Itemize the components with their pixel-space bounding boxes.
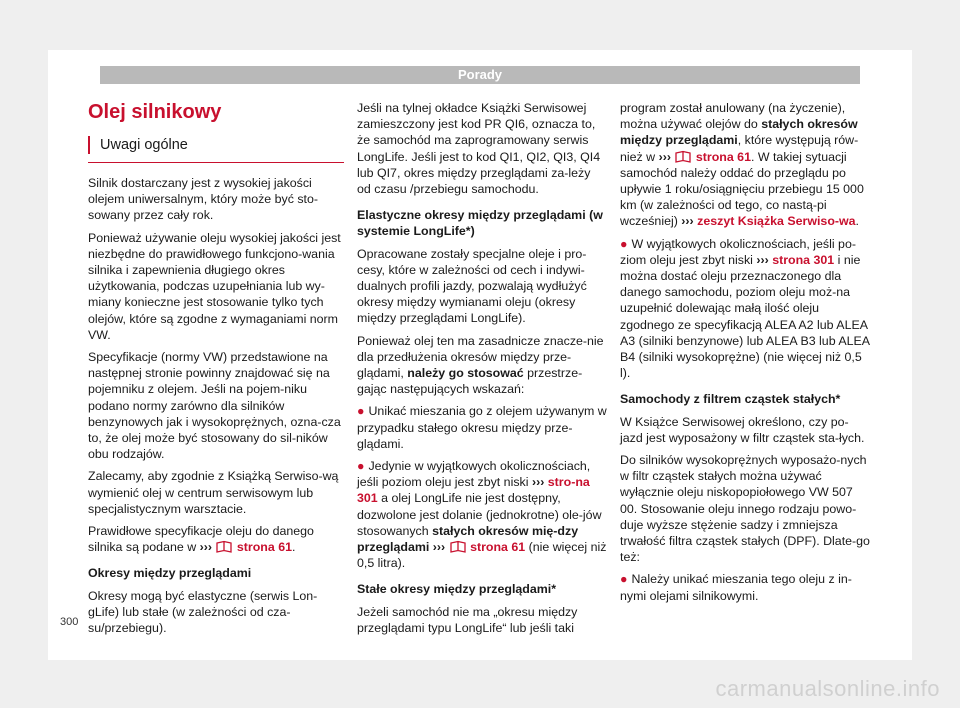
section-heading: Stałe okresy między przeglądami* [357, 582, 557, 597]
page-link[interactable]: strona 301 [772, 252, 835, 267]
subtitle-rule [88, 162, 344, 163]
book-icon [449, 540, 467, 554]
bullet-icon: ● [357, 404, 365, 419]
page-number: 300 [60, 616, 79, 628]
chapter-header [100, 66, 860, 84]
book-icon [215, 540, 233, 554]
paragraph: Ponieważ olej ten ma zasadnicze znacze-nie dla przedłużenia okresów między prze-glądami, należy go stosować przestrze-gając następujących wskazań: [357, 333, 604, 397]
bullet-icon: ● [620, 572, 628, 587]
bullet-item: ● Jedynie w wyjątkowych okolicznościach, jeśli poziom oleju jest zbyt niski ››› stro-na 301 a olej LongLife nie jest dostępny, dozwolone jest dolanie (jednokrotne) ole-jów stosowanych stałych okresów mię-dzy przeglądami ››› strona 61 (nie więcej niż 0,5 litra). [357, 459, 607, 571]
section-heading: Samochody z filtrem cząstek stałych* [620, 392, 841, 407]
paragraph: Okresy mogą być elastyczne (serwis Lon-gLife) lub stałe (w zależności od cza-su/przebiegu). [88, 588, 318, 636]
paragraph: Jeśli na tylnej okładce Książki Serwisowej zamieszczony jest kod PR QI6, oznacza to, że samochód ma zaprogramowany serwis LongLife. Jeśli jest to kod QI1, QI2, QI3, QI4 lub QI7, okres między przeglądami za-leży od czasu /przebiegu samochodu. [357, 101, 601, 197]
paragraph: Opracowane zostały specjalne oleje i pro-cesy, które w zależności od cech i indywi-dualnych profili jazdy, pozwalają wydłużyć okresy między wymianami oleju (okresy między przeglądami LongLife). [357, 246, 587, 326]
section-heading: Elastyczne okresy między przeglądami (w systemie LongLife*) [357, 208, 603, 239]
watermark: carmanualsonline.info [715, 676, 940, 701]
ref-arrows: ››› [531, 475, 545, 490]
paragraph: W Książce Serwisowej określono, czy po-jazd jest wyposażony w filtr cząstek sta-łych. [620, 414, 865, 445]
bullet-item: ● Unikać mieszania go z olejem używanym w przypadku stałego okresu między prze-glądami. [357, 404, 607, 451]
ref-arrows: ››› [432, 540, 446, 555]
section-subtitle: Uwagi ogólne [88, 136, 344, 154]
ref-arrows: ››› [681, 214, 694, 229]
page-link[interactable]: stro-na 301 [357, 475, 590, 506]
paragraph: Silnik dostarczany jest z wysokiej jakości olejem uniwersalnym, który może być sto-sowany przez cały rok. [88, 176, 318, 223]
bullet-item: ● W wyjątkowych okolicznościach, jeśli po-ziom oleju jest zbyt niski ››› strona 301 i nie można dostać oleju przeznaczonego dla danego samochodu, poziom oleju moż-na uzupełnić dolewając małą ilość oleju zgodnego ze specyfikacją ALEA A2 lub ALEA A3 (silniki benzynowe) lub ALEA B3 lub ALEA B4 (silniki wysokoprężne) (nie więcej niż 0,5 l). [620, 236, 870, 381]
column-3 [620, 100, 870, 610]
paragraph: Jeżeli samochód nie ma „okresu między przeglądami typu LongLife“ lub jeśli taki [357, 604, 578, 635]
ref-arrows: ››› [658, 149, 671, 164]
paragraph: Zalecamy, aby zgodnie z Książką Serwiso-wą wymienić olej w centrum serwisowym lub specjalistycznym warsztacie. [88, 469, 339, 516]
page-link[interactable]: strona 61 [236, 540, 292, 555]
ref-arrows: ››› [756, 252, 769, 267]
booklet-link[interactable]: zeszyt Książka Serwiso-wa [697, 214, 856, 229]
ref-arrows: ››› [199, 540, 212, 555]
column-2 [357, 100, 607, 642]
section-heading: Okresy między przeglądami [88, 566, 252, 581]
book-icon [674, 150, 692, 164]
column-1 [88, 100, 344, 642]
paragraph: Do silników wysokoprężnych wyposażo-nych w filtr cząstek stałych można używać wyłącznie oleju niskopopiołowego VW 507 00. Stosowanie oleju innego rodzaju powo-duje wyższe stężenie sadzy i zmniejsza trwałość filtra cząstek stałych (DPF). Dlate-go też: [620, 453, 870, 565]
page-link[interactable]: strona 61 [470, 540, 526, 555]
bullet-item: ● Należy unikać mieszania tego oleju z in-nymi olejami silnikowymi. [620, 572, 852, 603]
paragraph: Ponieważ używanie oleju wysokiej jakości jest niezbędne do prawidłowego funkcjono-wania silnika i zapewnienia długiego okres użytkowania, podczas uzupełniania lub wy-miany konieczne jest stosowanie tylko tych olejów, które są zgodne z wymaganiami norm VW. [88, 230, 341, 342]
section-title: Olej silnikowy [88, 101, 222, 123]
chapter-title: Porady [457, 67, 503, 82]
paragraph: Prawidłowe specyfikacje oleju do danego silnika są podane w ››› strona 61. [88, 524, 314, 555]
bullet-icon: ● [620, 236, 628, 251]
paragraph: Specyfikacje (normy VW) przedstawione na następnej stronie powinny znajdować się na pojemniku z olejem. Jeśli na pojem-niku podano normy zarówno dla silników benzynowych jak i wysokoprężnych, ozna-cza to, że olej może być stosowany do sil-ników obu rodzajów. [88, 350, 341, 462]
bullet-icon: ● [357, 459, 365, 474]
paragraph: program został anulowany (na życzenie), można używać olejów do stałych okresów między przeglądami, które występują rów-nież w ››› strona 61. W takiej sytuacji samochód należy oddać do przeglądu po upływie 1 roku/osiągnięciu przebiegu 15 000 km (w zależności od tego, co nastą-pi wcześniej) ››› zeszyt Książka Serwiso-wa. [620, 101, 864, 229]
page-link[interactable]: strona 61 [695, 149, 751, 164]
